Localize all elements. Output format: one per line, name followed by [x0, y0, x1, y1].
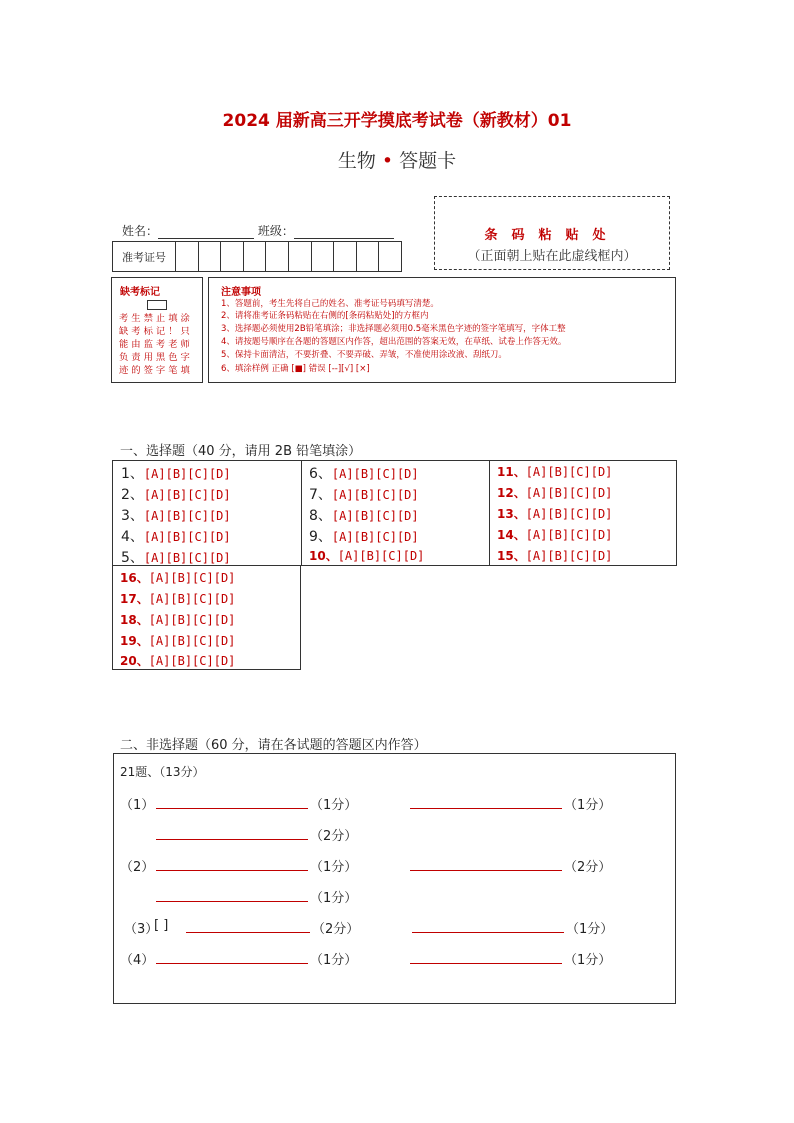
- name-label: 姓名：: [122, 224, 159, 238]
- score-label: （1分）: [310, 953, 358, 968]
- notes-title: 注意事项: [221, 287, 261, 298]
- answer-line[interactable]: [156, 808, 308, 809]
- answer-line[interactable]: [156, 870, 308, 871]
- absent-mark-title: 缺考标记: [120, 287, 160, 298]
- part-label: （4）: [120, 953, 155, 968]
- absent-mark-box: [111, 277, 203, 383]
- notes-line: 3、选择题必须使用2B铅笔填涂；非选择题必须用0.5毫米黑色字迹的签字笔填写，字体工整: [221, 324, 566, 334]
- separator-dot: •: [381, 150, 394, 172]
- score-label: （1分）: [566, 922, 614, 937]
- mc-question[interactable]: 4、[A][B][C][D]: [121, 529, 231, 545]
- mc-question[interactable]: 3、[A][B][C][D]: [121, 508, 231, 524]
- notes-line: 4、请按题号顺序在各题的答题区内作答，超出范围的答案无效，在草纸、试卷上作答无效。: [221, 337, 567, 347]
- exam-id-cell[interactable]: [334, 242, 357, 271]
- exam-id-cell[interactable]: [289, 242, 312, 271]
- barcode-area[interactable]: [434, 196, 670, 270]
- divider: [489, 461, 490, 565]
- answer-line[interactable]: [156, 901, 308, 902]
- mc-question[interactable]: 18、[A][B][C][D]: [120, 613, 236, 627]
- score-label: （2分）: [564, 860, 612, 875]
- q21-title: 21题、（13分）: [120, 765, 205, 779]
- answer-line[interactable]: [156, 839, 308, 840]
- answer-line[interactable]: [410, 963, 562, 964]
- exam-id-cell[interactable]: [244, 242, 267, 271]
- section2-heading: 二、非选择题（60 分，请在各试题的答题区内作答）: [120, 738, 427, 753]
- q21-answer-area: [113, 753, 676, 1004]
- mc-question[interactable]: 14、[A][B][C][D]: [497, 528, 613, 542]
- barcode-hint: （正面朝上贴在此虚线框内）: [467, 249, 637, 264]
- part-label: （1）: [120, 798, 155, 813]
- score-label: （2分）: [310, 829, 358, 844]
- part-label: （3）: [124, 922, 159, 937]
- mc-question[interactable]: 15、[A][B][C][D]: [497, 549, 613, 563]
- exam-id-cell[interactable]: [176, 242, 199, 271]
- mc-question[interactable]: 10、[A][B][C][D]: [309, 549, 425, 563]
- score-label: （1分）: [310, 798, 358, 813]
- mc-question[interactable]: 13、[A][B][C][D]: [497, 507, 613, 521]
- name-field[interactable]: [158, 226, 254, 239]
- divider: [301, 461, 302, 565]
- mc-question[interactable]: 8、[A][B][C][D]: [309, 508, 419, 524]
- score-label: （1分）: [310, 891, 358, 906]
- exam-id-cell[interactable]: [379, 242, 401, 271]
- mc-question[interactable]: 1、[A][B][C][D]: [121, 466, 231, 482]
- score-label: （1分）: [564, 953, 612, 968]
- mc-question[interactable]: 17、[A][B][C][D]: [120, 592, 236, 606]
- mc-question[interactable]: 2、[A][B][C][D]: [121, 487, 231, 503]
- exam-id-cell[interactable]: [357, 242, 380, 271]
- mc-question[interactable]: 5、[A][B][C][D]: [121, 550, 231, 566]
- mc-block-1: [112, 460, 677, 566]
- answer-line[interactable]: [410, 808, 562, 809]
- answer-line[interactable]: [410, 870, 562, 871]
- exam-id-cell[interactable]: [266, 242, 289, 271]
- card-label: 答题卡: [399, 150, 457, 172]
- page-title: 2024 届新高三开学摸底考试卷（新教材）01: [222, 111, 572, 131]
- choice-bracket[interactable]: [ ]: [154, 918, 169, 933]
- mc-question[interactable]: 20、[A][B][C][D]: [120, 654, 236, 668]
- class-label: 班级：: [257, 224, 294, 238]
- absent-mark-checkbox[interactable]: [147, 300, 167, 310]
- page-subtitle: [0, 146, 794, 173]
- student-info-row: [122, 222, 394, 239]
- notes-line: 5、保持卡面清洁，不要折叠、不要弄破、弄皱，不准使用涂改液、刮纸刀。: [221, 350, 507, 360]
- exam-id-cell[interactable]: [312, 242, 335, 271]
- mc-question[interactable]: 6、[A][B][C][D]: [309, 466, 419, 482]
- absent-mark-desc: 考生禁止填涂缺考标记！只能由监考老师负责用黑色字迹的签字笔填: [119, 313, 193, 376]
- score-label: （2分）: [312, 922, 360, 937]
- notes-line: 1、答题前，考生先将自己的姓名、准考证号码填写清楚。: [221, 299, 439, 309]
- part-label: （2）: [120, 860, 155, 875]
- answer-line[interactable]: [412, 932, 564, 933]
- score-label: （1分）: [310, 860, 358, 875]
- mc-block-2: [112, 565, 301, 670]
- mc-question[interactable]: 11、[A][B][C][D]: [497, 465, 613, 479]
- notes-line: 6、填涂样例 正确 [■] 错误 [--][√] [×]: [221, 364, 370, 374]
- notes-box: [208, 277, 676, 383]
- mc-question[interactable]: 9、[A][B][C][D]: [309, 529, 419, 545]
- answer-line[interactable]: [156, 963, 308, 964]
- exam-id-box: [112, 241, 402, 272]
- mc-question[interactable]: 16、[A][B][C][D]: [120, 571, 236, 585]
- exam-id-label: 准考证号: [113, 242, 176, 271]
- mc-question[interactable]: 19、[A][B][C][D]: [120, 634, 236, 648]
- score-label: （1分）: [564, 798, 612, 813]
- exam-id-cell[interactable]: [199, 242, 222, 271]
- class-field[interactable]: [294, 226, 394, 239]
- mc-question[interactable]: 7、[A][B][C][D]: [309, 487, 419, 503]
- section1-heading: 一、选择题（40 分，请用 2B 铅笔填涂）: [120, 444, 362, 459]
- subject-label: 生物: [337, 150, 376, 172]
- exam-id-cell[interactable]: [221, 242, 244, 271]
- mc-question[interactable]: 12、[A][B][C][D]: [497, 486, 613, 500]
- answer-line[interactable]: [186, 932, 310, 933]
- notes-line: 2、请将准考证条码粘贴在右侧的[条码粘贴处]的方框内: [221, 311, 429, 321]
- barcode-title: 条码粘贴处: [484, 228, 620, 243]
